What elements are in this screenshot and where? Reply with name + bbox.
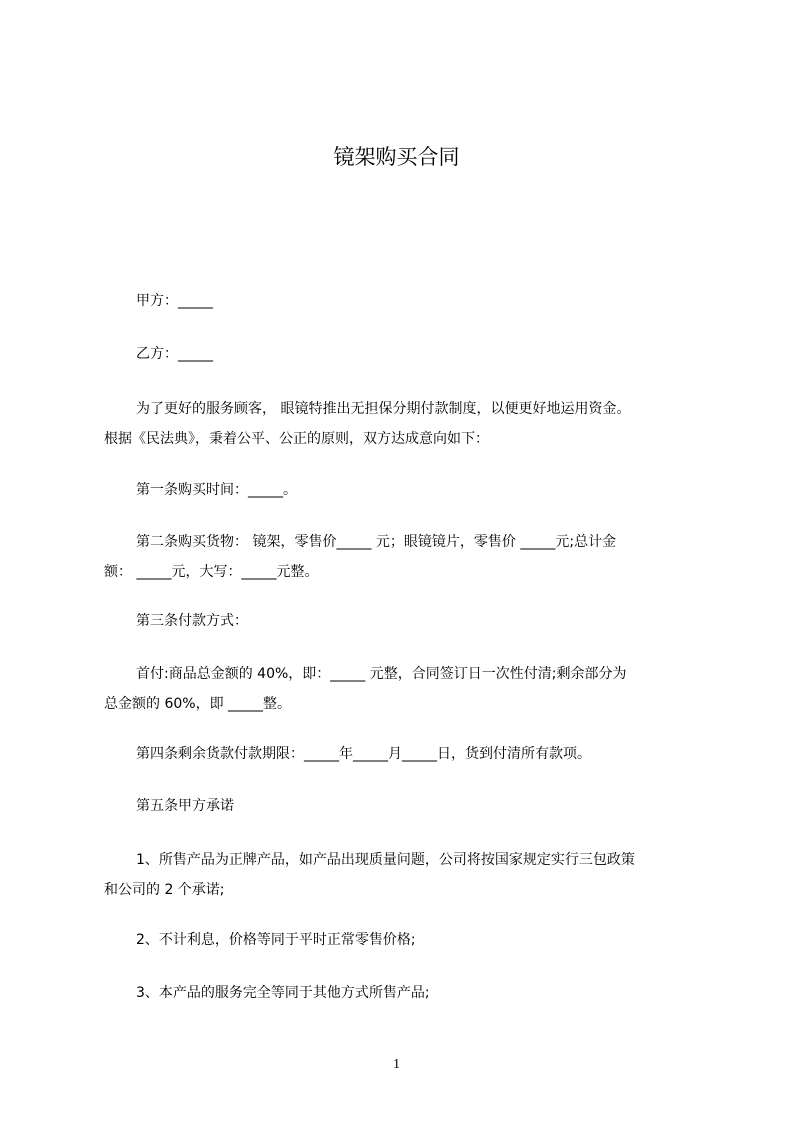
party-a-text: 甲方：_____ (136, 293, 213, 309)
article-2-line-2: 额： _____元，大写：_____元整。 (104, 564, 319, 580)
promise-2 (104, 925, 712, 955)
article-4 (104, 739, 712, 769)
promise-2-text: 2、不计利息，价格等同于平时正常零售价格; (136, 932, 416, 948)
article-3-text: 第三条付款方式： (136, 613, 248, 629)
party-b-line (104, 339, 712, 369)
intro-line-1: 为了更好的服务顾客， 眼镜特推出无担保分期付款制度，以便更好地运用资金。 (136, 401, 631, 417)
promise-3-text: 3、本产品的服务完全等同于其他方式所售产品; (136, 985, 430, 1001)
article-2-line-1: 第二条购买货物： 镜架，零售价_____ 元；眼镜镜片，零售价 _____元;总计金 (136, 534, 617, 550)
article-2 (104, 527, 712, 587)
article-1 (104, 475, 712, 505)
payment-line-1: 首付:商品总金额的 40%，即：_____ 元整，合同签订日一次性付清;剩余部分为 (136, 666, 627, 682)
payment-paragraph (104, 659, 712, 719)
promise-1-line-2: 和公司的 2 个承诺; (104, 882, 225, 898)
document-title: 镜架购买合同 (333, 145, 460, 169)
promise-1-line-1: 1、所售产品为正牌产品，如产品出现质量问题，公司将按国家规定实行三包政策 (136, 852, 635, 868)
article-4-text: 第四条剩余货款付款期限：_____年_____月_____日，货到付清所有款项。 (136, 746, 591, 762)
article-1-text: 第一条购买时间：_____。 (136, 482, 297, 498)
promise-1 (104, 845, 712, 905)
party-b-text: 乙方：_____ (136, 346, 213, 362)
article-5 (104, 791, 712, 821)
payment-line-2: 总金额的 60%，即 _____整。 (104, 696, 292, 712)
article-5-text: 第五条甲方承诺 (136, 798, 234, 814)
page-number: 1 (393, 1057, 400, 1072)
intro-paragraph (104, 394, 712, 454)
article-3 (104, 606, 712, 636)
promise-3 (104, 978, 712, 1008)
intro-line-2: 根据《民法典》，秉着公平、公正的原则，双方达成意向如下： (104, 431, 489, 447)
party-a-line (104, 286, 712, 316)
